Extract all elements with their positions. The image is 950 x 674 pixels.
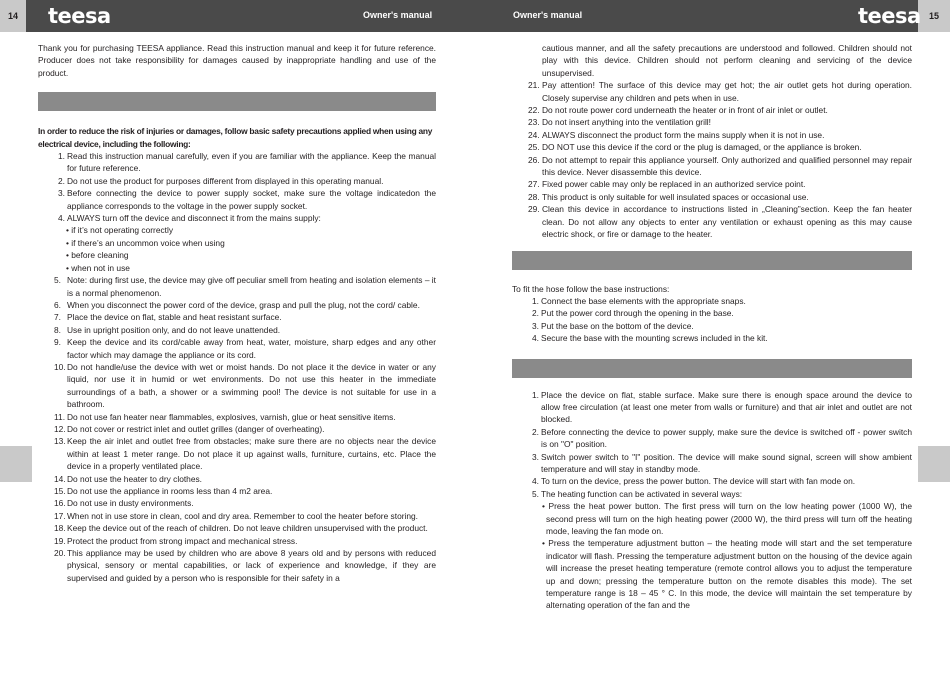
list-item: 10. Do not handle/use the device with wet or moist hands. Do not place it the device in water or any liquid, nor use it in humid or wet environments. Do not use this heater in the immediate surroundings of a bath, a shower or a swimming pool! The device is not suitable for use in a bathroom. (54, 361, 436, 410)
list-item: • before cleaning (66, 250, 129, 261)
list-item: 15. Do not use the appliance in rooms less than 4 m2 area. (54, 486, 273, 496)
list-item: 16. Do not use in dusty environments. (54, 498, 194, 509)
header-title-right: Owner's manual (513, 10, 583, 20)
list-item: 5. The heating function can be activated in several ways: (532, 488, 743, 499)
continued-paragraph: cautious manner, and all the safety precautions are understood and followed. Children should not play with this device. Children should not perform cleaning and servicing of the device unsupervised. (542, 43, 912, 78)
list-item: 27. Fixed power cable may only be replaced in an authorized service point. (528, 179, 806, 190)
list-item: 1. Read this instruction manual carefully, even if you are familiar with the appliance. Keep the manual for future reference. (58, 151, 436, 174)
list-item: 7. Place the device on flat, stable and heat resistant surface. (54, 312, 282, 323)
safety-list-c (512, 79, 912, 240)
list-item: 19. Protect the product from strong impact and mechanical stress. (54, 535, 298, 546)
brand-logo-right: teesa (858, 4, 921, 28)
page-number-right (918, 0, 950, 32)
intro-paragraph: Thank you for purchasing TEESA appliance. Read this instruction manual and keep it for future reference. Producer does not take responsibility for damages caused by inappropriate handling and use of the product. (38, 43, 436, 78)
list-item: 3. Before connecting the device to power supply socket, make sure the voltage indicatedon the appliance corresponds to the voltage in the power supply socket. (58, 188, 436, 211)
list-item: 24. ALWAYS disconnect the product form the mains supply when it is not in use. (528, 129, 825, 140)
side-marker-left (0, 446, 32, 482)
base-steps-list (512, 295, 912, 345)
page-number-right-text: 15 (928, 11, 939, 21)
base-intro: To fit the hose follow the base instructions: (512, 283, 670, 294)
list-item: 11. Do not use fan heater near flammables, explosives, varnish, glue or heat sensitive items. (54, 411, 396, 422)
list-item: • Press the heat power button. The first press will turn on the low heating power (1000 W), the second press will turn on the high heating power (2000 W), the third press will turn off the heating mode, leaving the fan mode on. (542, 501, 912, 536)
safety-warning: In order to reduce the risk of injuries or damages, follow basic safety precautions applied when using any electrical device, including the following: (38, 126, 433, 149)
list-item: 22. Do not route power cord underneath the heater or in front of air inlet or outlet. (528, 105, 828, 116)
list-item: 29. Clean this device in accordance to instructions listed in „Cleaning”section. Keep the fan heater clean. Do not allow any objects to enter any ventilation or exhaust opening as this may cause electric shock, or fire or damage to the heater. (528, 204, 912, 240)
list-item: 1. Place the device on flat, stable surface. Make sure there is enough space around the device to allow free circulation (at least one meter from walls or furniture) and that air inlet and outlet are not blocked. (532, 389, 912, 425)
section-bar-operation (512, 359, 912, 378)
brand-logo-left: teesa (48, 4, 111, 28)
header-title-left: Owner's manual (363, 10, 433, 20)
list-item: 12. Do not cover or restrict inlet and outlet grilles (danger of overheating). (54, 423, 325, 434)
page-number-left (0, 0, 26, 32)
safety-sub-list (38, 224, 436, 274)
list-item: 23. Do not insert anything into the ventilation grill! (528, 117, 711, 128)
safety-list-b (38, 274, 436, 584)
operation-bullets (512, 500, 912, 612)
list-item: 17. When not in use store in clean, cool and dry area. Remember to cool the heater before storing. (54, 510, 419, 521)
list-item: 18. Keep the device out of the reach of children. Do not leave children unsupervised with the product. (54, 523, 428, 534)
list-item: 3. Put the base on the bottom of the device. (532, 320, 694, 331)
list-item: 4. To turn on the device, press the power button. The device will start with fan mode on. (532, 476, 856, 487)
right-page-column (512, 42, 912, 612)
left-page-column (38, 42, 436, 584)
list-item: 3. Switch power switch to "I" position. The device will make sound signal, screen will show ambient temperature and will stay in standby mode. (532, 451, 912, 474)
list-item: • if it’s not operating correctly (66, 225, 174, 236)
section-bar-base (512, 251, 912, 270)
list-item: 9. Keep the device and its cord/cable away from heat, water, moisture, sharp edges and any other factor which may damage the appliance or its cord. (54, 337, 436, 360)
side-marker-right (918, 446, 950, 482)
list-item: 4. ALWAYS turn off the device and disconnect it from the mains supply: (58, 213, 321, 224)
list-item: 6. When you disconnect the power cord of the device, grasp and pull the plug, not the cord/ cable. (54, 299, 420, 310)
list-item: 5. Note: during first use, the device may give off peculiar smell from heating and isolation elements – it is a normal phenomenon. (54, 275, 436, 298)
list-item: • if there’s an uncommon voice when using (66, 237, 225, 248)
list-item: 4. Secure the base with the mounting screws included in the kit. (532, 333, 768, 344)
list-item: 2. Do not use the product for purposes different from displayed in this operating manual. (58, 175, 384, 186)
list-item: 26. Do not attempt to repair this appliance yourself. Only authorized and qualified personnel may repair this device. Never disassemble this device. (528, 154, 912, 178)
list-item: • when not in use (66, 262, 130, 273)
list-item: 2. Before connecting the device to power supply, make sure the device is switched off - power switch is on "O" position. (532, 426, 912, 450)
list-item: 21. Pay attention! The surface of this device may get hot; the air outlet gets hot during operation. Closely supervise any children and pets when in use. (528, 80, 912, 103)
list-item: 8. Use in upright position only, and do not leave unattended. (54, 324, 281, 335)
safety-list-a (38, 150, 436, 224)
list-item: 28. This product is only suitable for well insulated spaces or occasional use. (528, 191, 809, 202)
list-item: 14. Do not use the heater to dry clothes. (54, 473, 203, 484)
page-number-left-text: 14 (7, 11, 18, 21)
list-item: 2. Put the power cord through the opening in the base. (532, 308, 734, 319)
section-bar-safety (38, 92, 436, 111)
list-item: 13. Keep the air inlet and outlet free from obstacles; make sure there are no objects near the device within at least 1 meter range. Do not place it up against walls, furniture, curtains, etc. Place the device in a properly ventilated place. (54, 436, 436, 472)
list-item: • Press the temperature adjustment button – the heating mode will start and the set temperature indicator will flash. Pressing the temperature adjustment button on the housing of the device again will increase the preset heating temperature (remote control allows you to adjust the temperature up and down; pressing the temperature button on the remote disables this mode). The set temperature range is 18 – 45 ° C. In this mode, the device will maintain the set temperature by alternating operation of the fan and the (542, 538, 912, 611)
list-item: 20. This appliance may be used by children who are above 8 years old and by persons with reduced physical, sensory or mental capabilities, or lack of experience and knowledge, if they are supervised and guided by a person who is responsible for their safety in a (54, 548, 436, 583)
operation-steps-list (512, 389, 912, 501)
list-item: 1. Connect the base elements with the appropriate snaps. (532, 295, 746, 306)
list-item: 25. DO NOT use this device if the cord or the plug is damaged, or the appliance is broken. (528, 142, 862, 153)
